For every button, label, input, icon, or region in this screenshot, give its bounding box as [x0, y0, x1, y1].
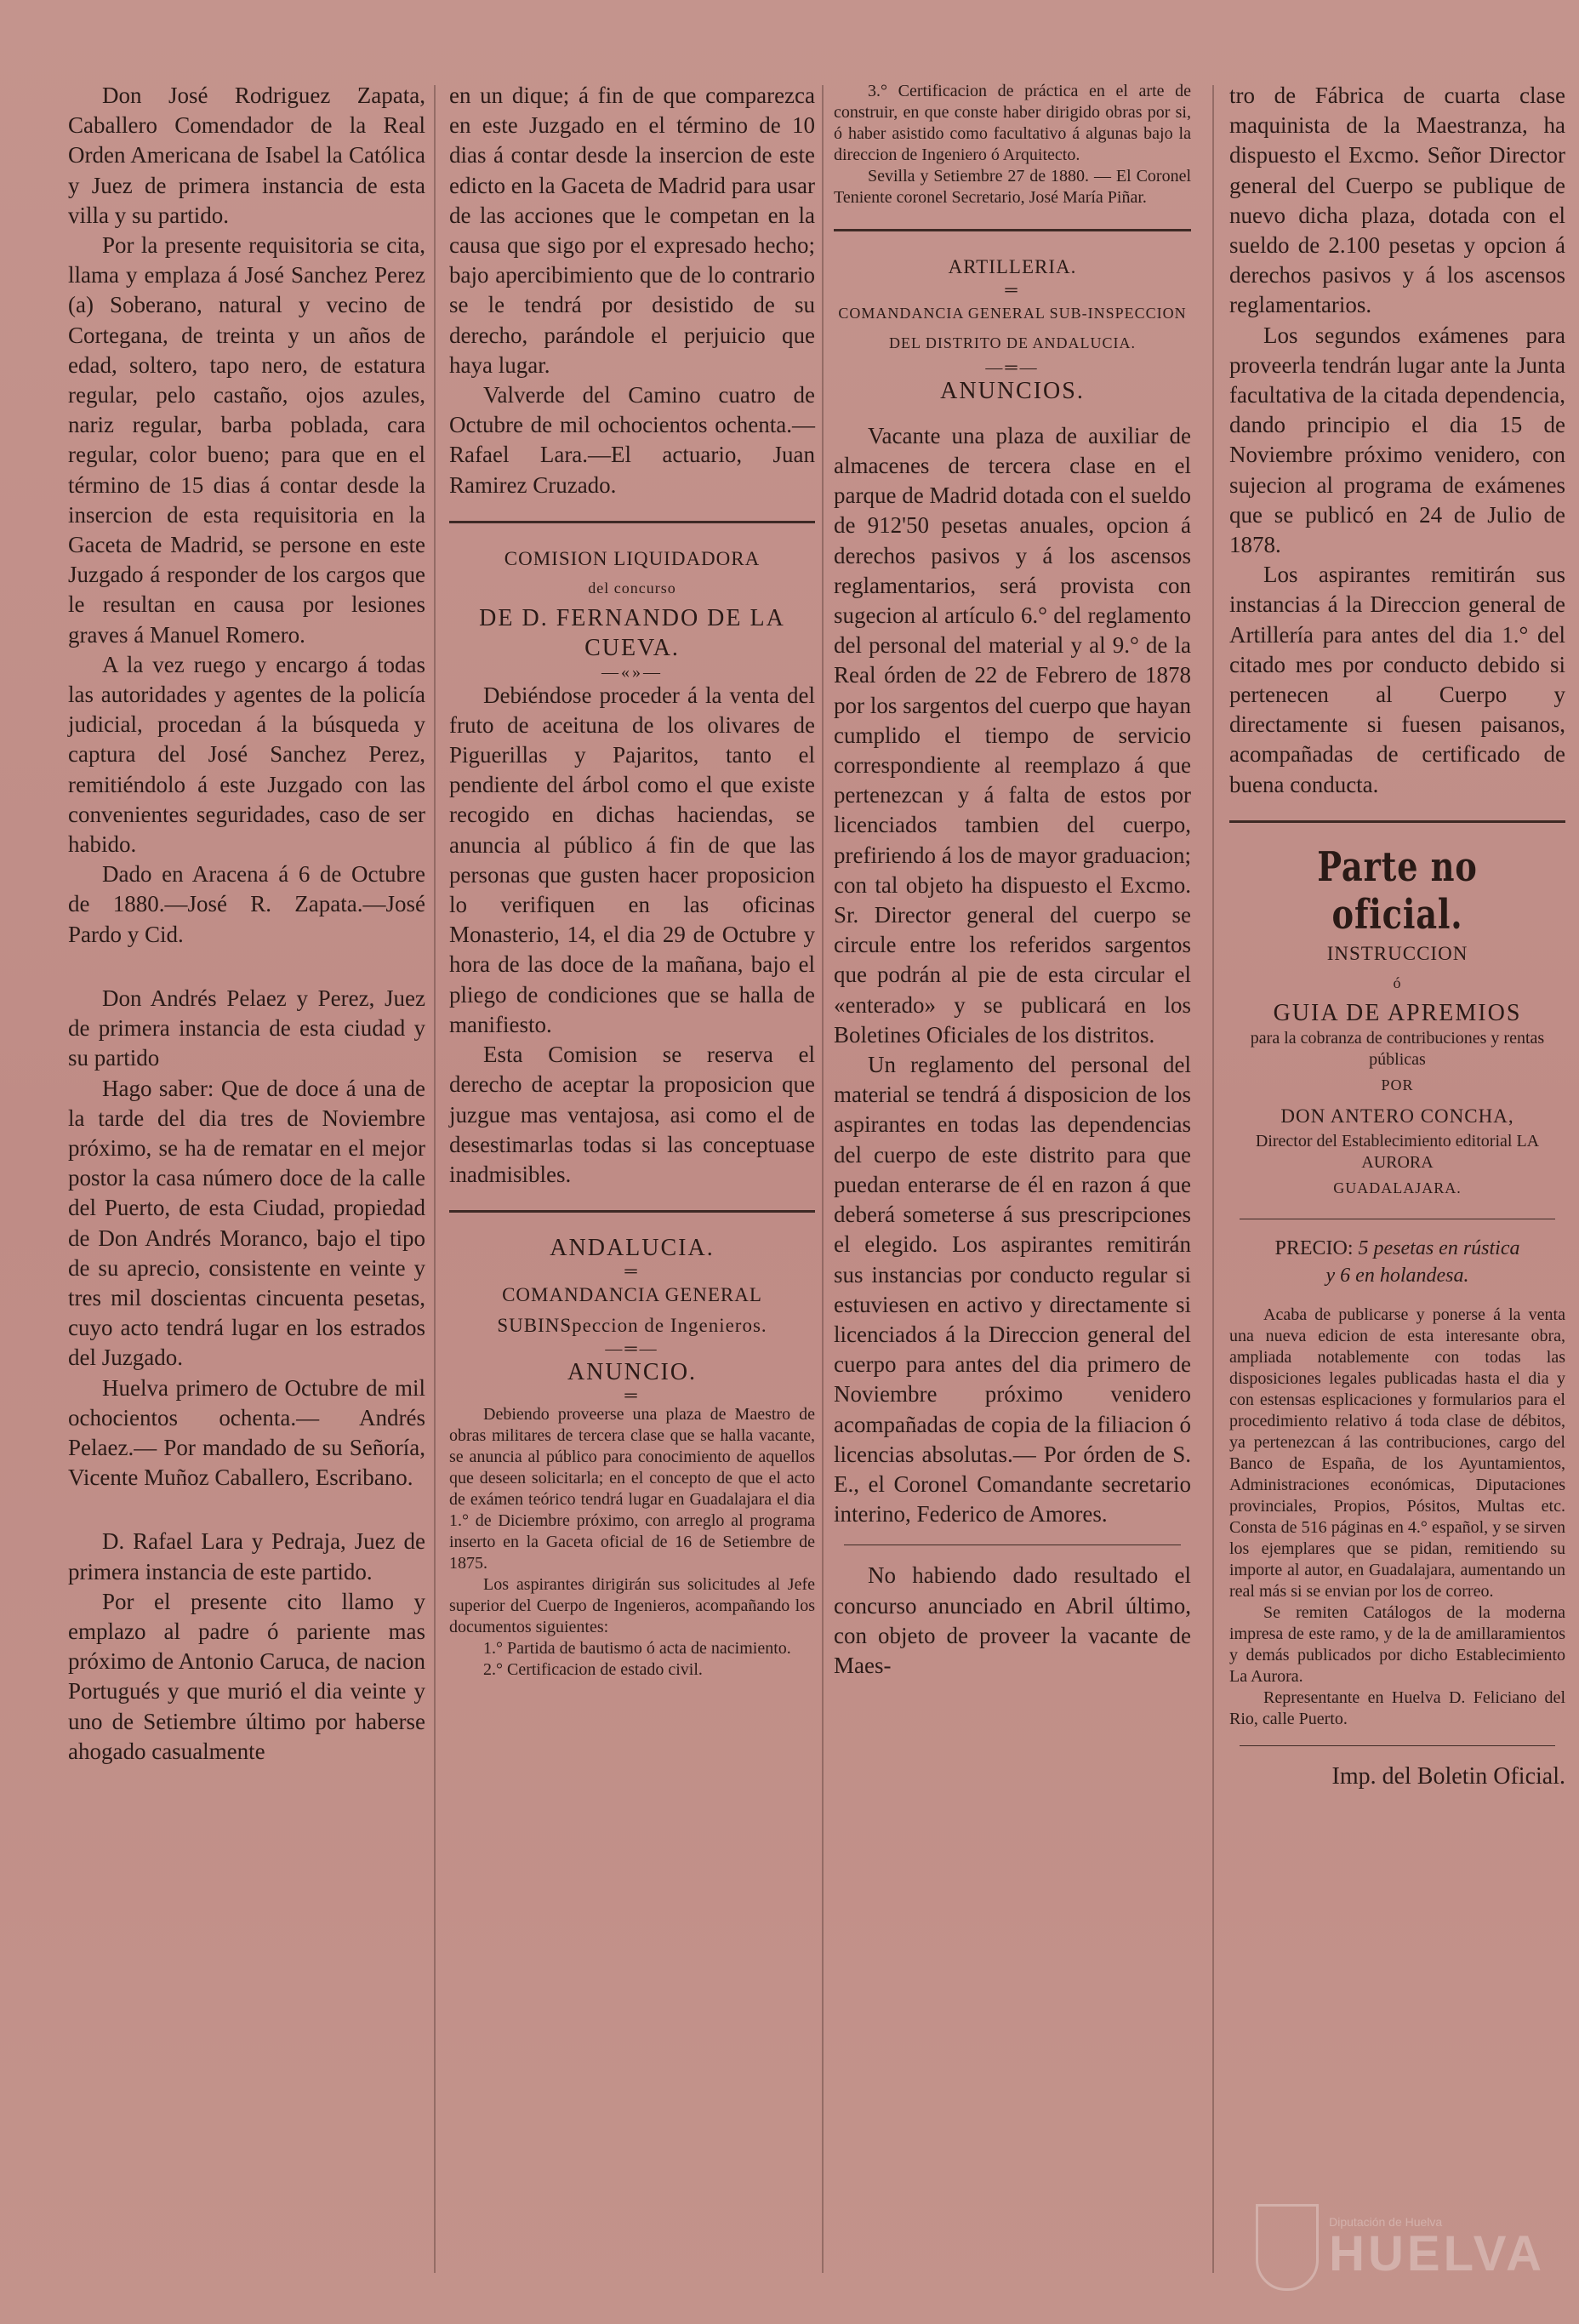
notice-item: 1.° Partida de bautismo ó acta de nacimiento.: [483, 1638, 791, 1658]
advert-by: POR: [1381, 1076, 1414, 1094]
spacer: [834, 406, 1191, 421]
edict-body: Por la presente requisitoria se cita, llama y emplaza á José Sanchez Perez (a) Soberano, natural y vecino de Cortegana, de treinta y un años de edad, soltero, tapo nero, de estatura regular, pelo castaño, ojos azules, nariz regular, barba poblada, cara regular, color bueno; para que en el término de 15 dias á contar desde la insercion de esta requisitoria en la Gaceta de Madrid, se persone en este Juzgado á responder de los cargos que le resultan en causa por lesiones graves á Manuel Romero.: [68, 232, 425, 648]
advert-body: Representante en Huelva D. Feliciano del Rio, calle Puerto.: [1229, 1688, 1565, 1729]
notice-item: 3.° Certificacion de práctica en el arte de construir, en que conste haber dirigido obras por si, ó haber asistido como facultativo á algunas bajo la direccion de Ingeniero ó Arquitecto.: [834, 82, 1191, 164]
section-heading: COMISION LIQUIDADORA: [504, 547, 761, 569]
ornament: ═: [624, 1385, 640, 1405]
spacer: [68, 950, 425, 984]
ornament: —═—: [985, 357, 1040, 377]
advert-body: Se remiten Catálogos de la moderna impresa de este ramo, y de la de amillaramientos y demás publicados por dicho Establecimiento La Aurora.: [1229, 1603, 1565, 1687]
section-heading: ARTILLERIA.: [948, 256, 1077, 277]
section-heading: ANUNCIOS.: [940, 377, 1085, 404]
advert-price: [1229, 1262, 1565, 1289]
advert-price: [1229, 1235, 1565, 1262]
notice-body: Un reglamento del personal del material se tendrá á disposicion de los aspirantes en todas las dependencias del cuerpo de este distrito para que puedan enterarse de él en razon á que deberá someterse á sus prescripciones el elegido. Los aspirantes remitirán sus instancias por conducto regular si estuviesen en activo y directamente si licenciados á la Direccion general del cuerpo para antes del dia primero de Noviembre próximo venidero acompañadas de copia de la filiacion ó licencias absolutas.— Por órden de S. E., el Coronel Comandante secretario interino, Federico de Amores.: [834, 1052, 1191, 1527]
section-heading: DE D. FERNANDO DE LA CUEVA.: [479, 605, 785, 662]
section-rule: [449, 1210, 815, 1213]
notice-body: Debiendo proveerse una plaza de Maestro de obras militares de tercera clase que se halla vacante, se anuncia al público para conocimiento de aquellos que deseen solicitarla; en el concepto de que el acto de exámen teórico tendrá lugar en Guadalajara el dia 1.° de Diciembre próximo, con arreglo al programa inserto en la Gaceta oficial de 16 de Setiembre de 1875.: [449, 1404, 815, 1573]
section-subheading: COMANDANCIA GENERAL SUB-INSPECCION DEL DISTRITO DE ANDALUCIA.: [838, 305, 1187, 352]
watermark-text: [1329, 2215, 1545, 2280]
ornament: —═—: [605, 1339, 659, 1358]
advert-heading: ó: [1393, 974, 1402, 992]
spacer: [68, 1493, 425, 1527]
watermark-title: HUELVA: [1329, 2226, 1545, 2281]
watermark-subtitle: Diputación de Huelva: [1329, 2215, 1443, 2229]
edict-heading: Don José Rodriguez Zapata, Caballero Comendador de la Real Orden Americana de Isabel la Católica y Juez de primera instancia de esta villa y su partido.: [68, 83, 425, 228]
notice-body: Los segundos exámenes para proveerla tendrán lugar ante la Junta facultativa de la citada dependencia, dando principio el dia 15 de Noviembre próximo venidero, con sujecion al programa de exámenes que se publicó en 24 de Julio de 1878.: [1229, 322, 1565, 558]
notice-signature: Sevilla y Setiembre 27 de 1880. — El Coronel Teniente coronel Secretario, José María Piñar.: [834, 167, 1191, 207]
printer-imprint: Imp. del Boletin Oficial.: [1331, 1763, 1565, 1790]
notice-body: Los aspirantes dirigirán sus solicitudes al Jefe superior del Cuerpo de Ingenieros, acompañando los documentos siguientes:: [449, 1574, 815, 1636]
edict-body: A la vez ruego y encargo á todas las autoridades y agentes de la policía judicial, procedan á la búsqueda y captura del José Sanchez Perez, remitiéndolo á este Juzgado con las convenientes seguridades, caso de ser habido.: [68, 651, 425, 858]
section-subheading: COMANDANCIA GENERAL SUBINSpeccion de Ingenieros.: [497, 1284, 767, 1336]
advert-publisher: Director del Establecimiento editorial LA AURORA: [1255, 1131, 1540, 1172]
column-divider: [434, 85, 436, 2273]
advert-place: GUADALAJARA.: [1333, 1179, 1462, 1196]
edict-body: en un dique; á fin de que comparezca en este Juzgado en el término de 10 dias á contar desde la insercion de este edicto en la Gaceta de Madrid para usar de las acciones que le competan en la causa que sigo por el expresado hecho; bajo apercibimiento que de lo contrario se le tendrá por desistido de su derecho, parándole el perjuicio que haya lugar.: [449, 83, 815, 378]
advert-body: Acaba de publicarse y ponerse á la venta una nueva edicion de esta interesante obra, ampliada notablemente con todas las disposiciones legales publicadas hasta el dia y con estensas esplicaciones y formularios para el procedimiento relativo á toda clase de débitos, ya pertenezcan á las contribuciones, cargo del Banco de España, de los Ayuntamientos, Administraciones económicas, Diputaciones provinciales, Propios, Pósitos, Multas etc. Consta de 516 páginas en 4.° español, y se sirven los ejemplares que se pidan, remitiendo su importe al autor, en Guadalajara, aumentando un real más si se envian por los de correo.: [1229, 1305, 1565, 1602]
notice-body: No habiendo dado resultado el concurso anunciado en Abril último, con objeto de proveer la vacante de Maes-: [834, 1562, 1191, 1678]
coat-of-arms-icon: [1256, 2204, 1319, 2291]
archive-watermark: [1256, 2196, 1545, 2298]
price-value: y 6 en holandesa.: [1325, 1265, 1469, 1288]
notice-body: Vacante una plaza de auxiliar de almacenes de tercera clase en el parque de Madrid dotada con el sueldo de 912'50 pesetas anuales, opcion á derechos pasivos y á los ascensos reglamentarios, será provista con sugecion al artículo 6.° del reglamento del personal del material y al 9.° de la Real órden de 22 de Febrero de 1878 por los sargentos del cuerpo que hayan cumplido el tiempo de servicio correspondiente al reemplazo á que pertenezcan y á falta de estos por licenciados tambien del cuerpo, prefiriendo á los de mayor graduacion; con tal objeto ha dispuesto el Excmo. Sr. Director general del cuerpo se circule entre los referidos sargentos que podrán al pie de esta circular el «enterado» y se publicará en los Boletines Oficiales de los distritos.: [834, 422, 1191, 1048]
section-rule: [1229, 820, 1565, 823]
column-4: [1229, 81, 1565, 2298]
section-heading: ANUNCIO.: [567, 1358, 698, 1385]
column-3: [834, 81, 1191, 2298]
notice-body: Debiéndose proceder á la venta del fruto de aceituna de los olivares de Piguerillas y Pajaritos, tanto el pendiente del árbol como el que existe recogido en dichas haciendas, se anuncia al público á fin de que las personas que gusten hacer proposicion lo verifiquen en las oficinas Monasterio, 14, el dia 29 de Octubre y hora de las doce de la mañana, bajo el pliego de condiciones que se halla de manifiesto.: [449, 682, 815, 1037]
edict-signature: Huelva primero de Octubre de mil ochocientos ochenta.— Andrés Pelaez.— Por mandado de su Señoría, Vicente Muñoz Caballero, Escribano.: [68, 1374, 425, 1491]
section-heading: ANDALUCIA.: [550, 1235, 715, 1262]
column-2: [449, 81, 815, 2298]
edict-signature: Valverde del Camino cuatro de Octubre de mil ochocientos ochenta.—Rafael Lara.—El actuario, Juan Ramirez Cruzado.: [449, 382, 815, 498]
edict-heading: Don Andrés Pelaez y Perez, Juez de primera instancia de esta ciudad y su partido: [68, 985, 425, 1071]
edict-body: Hago saber: Que de doce á una de la tarde del dia tres de Noviembre próximo, se ha de rematar en el mejor postor la casa número doce de la calle del Puerto, de esta Ciudad, propiedad de Don Andrés Moranco, bajo el tipo de su aprecio, consistente en veinte y tres mil doscientas cincuenta pesetas, cuyo acto tendrá lugar en los estrados del Juzgado.: [68, 1075, 425, 1371]
notice-body: Los aspirantes remitirán sus instancias á la Direccion general de Artillería para antes del dia 1.° del citado mes por conducto debido si pertenecen al Cuerpo y directamente si fuesen paisanos, acompañadas de certificado de buena conducta.: [1229, 562, 1565, 797]
ornament: ═: [624, 1262, 640, 1282]
notice-item: 2.° Certificacion de estado civil.: [483, 1659, 703, 1679]
section-title: Parte no oficial.: [1317, 842, 1478, 939]
advert-subtitle: para la cobranza de contribuciones y rentas públicas: [1250, 1029, 1545, 1070]
price-value: 5 pesetas en rústica: [1358, 1237, 1520, 1260]
section-subheading: del concurso: [588, 580, 676, 597]
notice-body: tro de Fábrica de cuarta clase maquinista de la Maestranza, ha dispuesto el Excmo. Señor Director general del Cuerpo se publique de nuevo dicha plaza, dotada con el sueldo de 2.100 pesetas y opcion á derechos pasivos y á los ascensos reglamentarios.: [1229, 83, 1565, 318]
advert-heading: INSTRUCCION: [1326, 942, 1468, 964]
edict-signature: Dado en Aracena á 6 de Octubre de 1880.—José R. Zapata.—José Pardo y Cid.: [68, 861, 425, 947]
ornament: ═: [1005, 281, 1020, 300]
price-label: PRECIO:: [1274, 1237, 1354, 1260]
edict-heading: D. Rafael Lara y Pedraja, Juez de primera instancia de este partido.: [68, 1528, 425, 1585]
notice-body: Esta Comision se reserva el derecho de aceptar la proposicion que juzgue mas ventajosa, asi como el de desestimarlas todas si las conceptuase inadmisibles.: [449, 1042, 815, 1187]
edict-body: Por el presente cito llamo y emplazo al padre ó pariente mas próximo de Antonio Caruca, de nacion Portugués y que murió el dia veinte y uno de Setiembre último por haberse ahogado casualmente: [68, 1588, 425, 1764]
section-rule: [834, 229, 1191, 231]
ornament: —«»—: [601, 662, 663, 682]
column-divider: [822, 85, 824, 2273]
section-rule: [449, 521, 815, 523]
advert-author: DON ANTERO CONCHA,: [1280, 1105, 1514, 1127]
spacer: [1229, 1289, 1565, 1305]
advert-title: GUIA DE APREMIOS: [1273, 1000, 1522, 1027]
column-1: [68, 81, 425, 2298]
column-divider: [1212, 85, 1214, 2273]
section-rule: [1240, 1745, 1555, 1746]
